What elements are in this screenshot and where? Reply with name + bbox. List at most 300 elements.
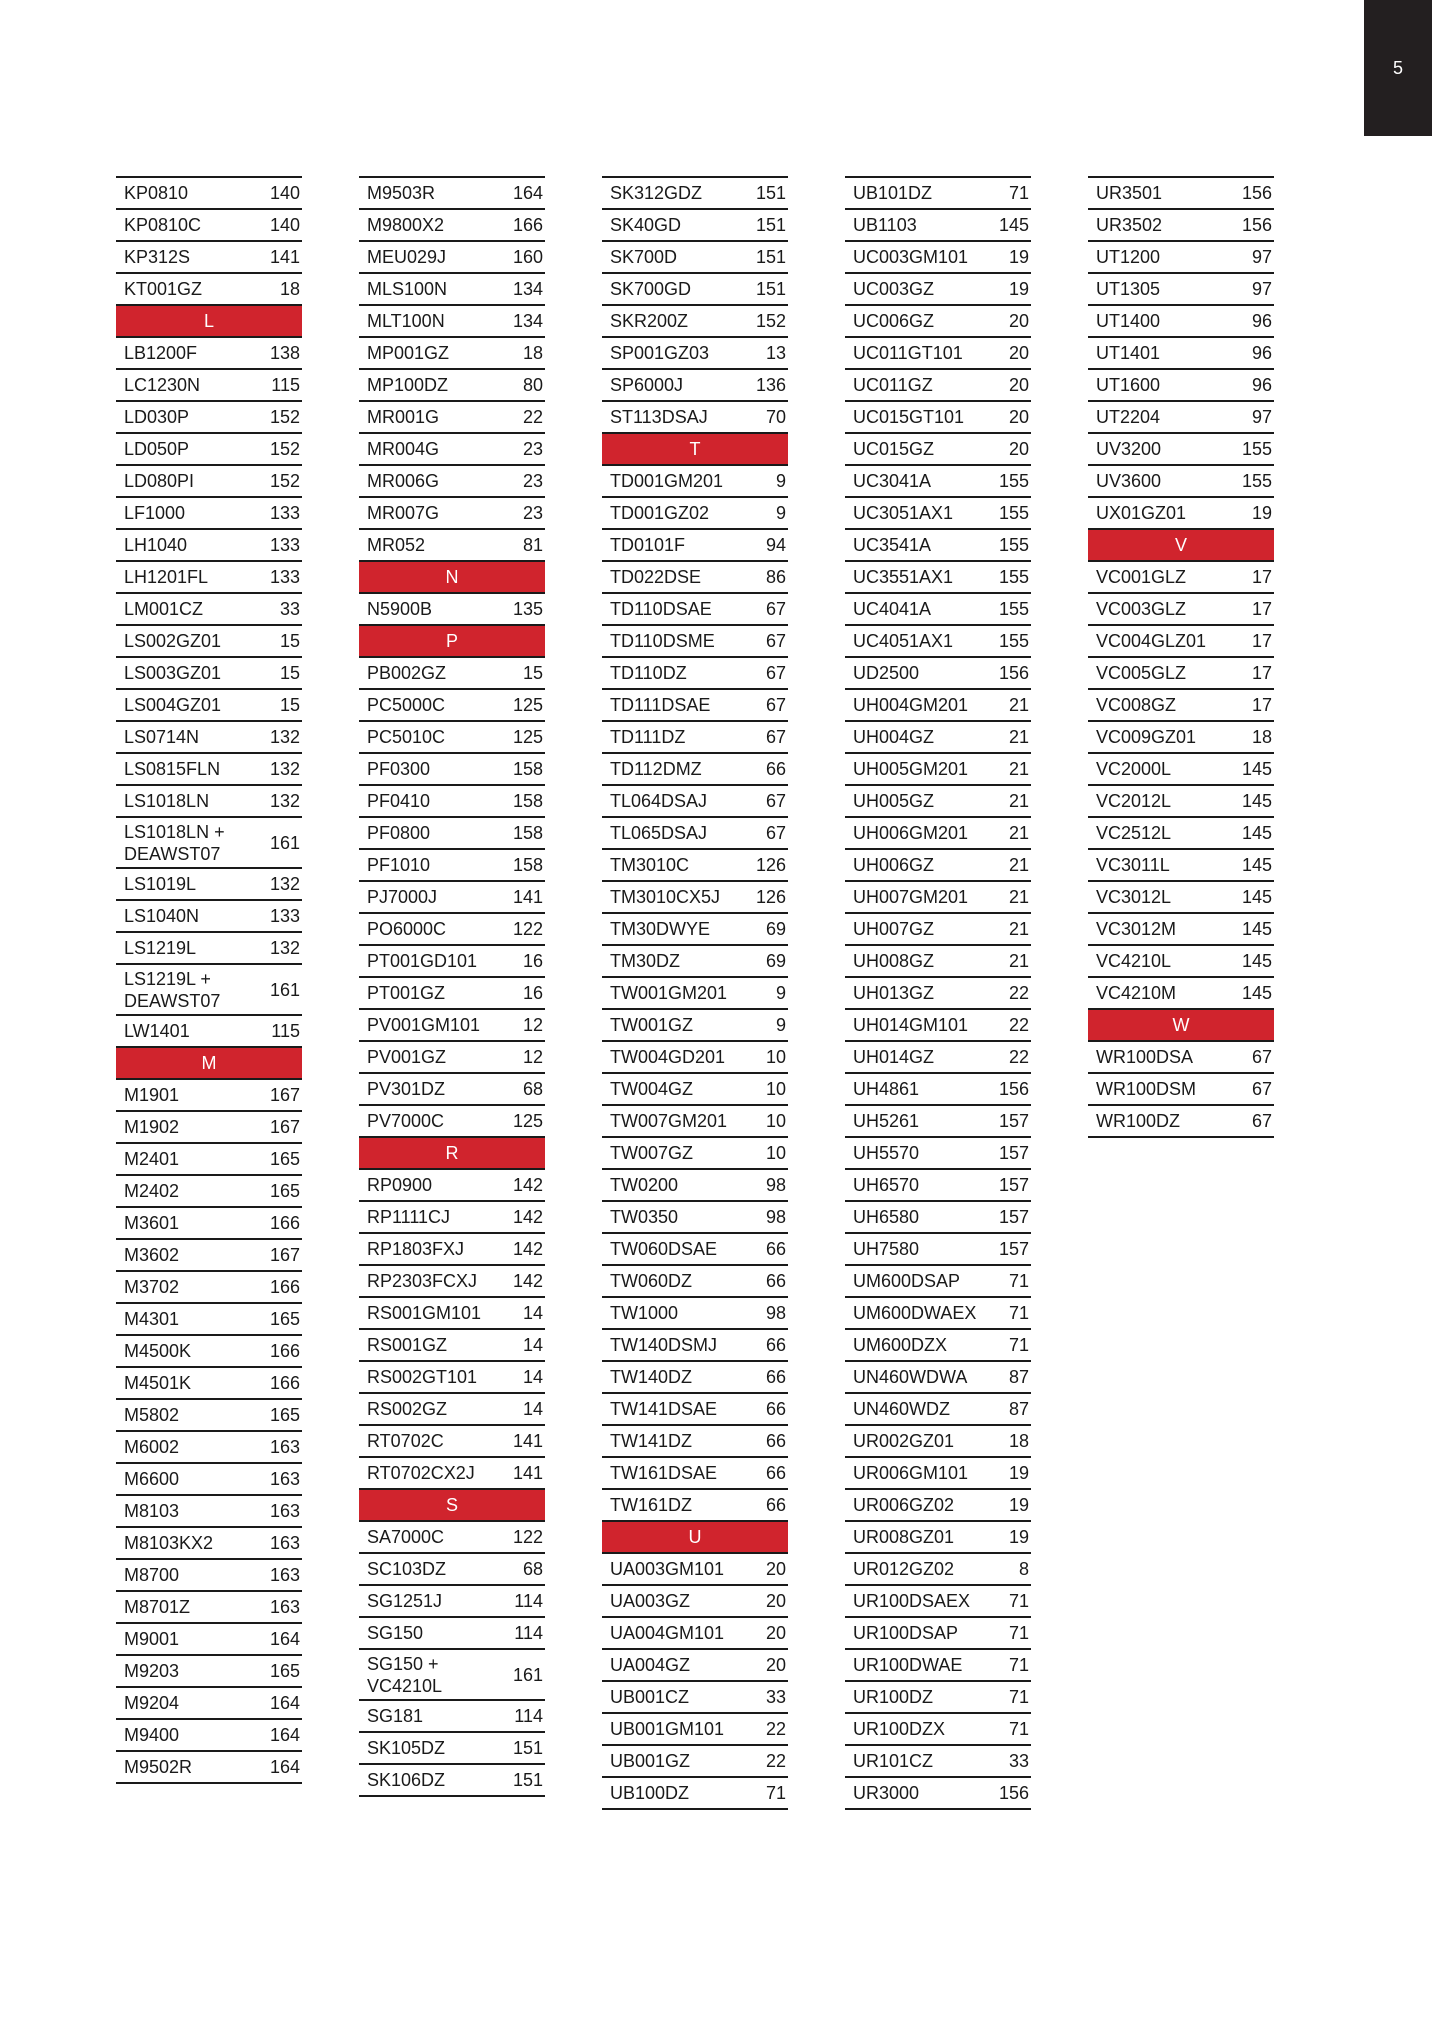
index-row — [845, 1714, 1031, 1746]
page-reference: 97 — [1251, 278, 1272, 299]
index-row — [602, 530, 788, 562]
product-code: RP2303FCXJ — [367, 1270, 478, 1291]
index-row — [845, 498, 1031, 530]
section-letter-header: W — [1088, 1010, 1274, 1042]
product-code: PV301DZ — [367, 1078, 446, 1099]
product-code: UH006GM201 — [853, 822, 969, 843]
product-code: TD111DZ — [610, 726, 686, 747]
index-row — [359, 1554, 545, 1586]
page-reference: 19 — [1008, 1494, 1029, 1515]
index-row — [1088, 594, 1274, 626]
product-code: LS0714N — [124, 726, 200, 747]
index-row — [845, 1554, 1031, 1586]
index-row — [602, 594, 788, 626]
product-code: TD112DMZ — [610, 758, 702, 779]
page-reference: 161 — [269, 832, 300, 853]
index-row — [116, 402, 302, 434]
product-code: TW140DZ — [610, 1366, 693, 1387]
page-reference: 20 — [1008, 342, 1029, 363]
page-reference: 94 — [765, 534, 786, 555]
page-reference: 158 — [512, 822, 543, 843]
index-row — [359, 402, 545, 434]
index-row — [845, 1202, 1031, 1234]
index-row — [359, 1426, 545, 1458]
index-row — [116, 466, 302, 498]
index-row — [845, 562, 1031, 594]
product-code: TM3010C — [610, 854, 690, 875]
page-reference: 20 — [765, 1558, 786, 1579]
page-reference: 71 — [1008, 1334, 1029, 1355]
page-reference: 151 — [755, 278, 786, 299]
index-row — [116, 1208, 302, 1240]
page-reference: 155 — [1241, 438, 1272, 459]
product-code: SA7000C — [367, 1526, 445, 1547]
product-code: WR100DSA — [1096, 1046, 1194, 1067]
index-row — [845, 1170, 1031, 1202]
index-row — [602, 242, 788, 274]
page-reference: 67 — [1251, 1046, 1272, 1067]
index-row — [359, 242, 545, 274]
page-reference: 18 — [1008, 1430, 1029, 1451]
product-code: PV001GM101 — [367, 1014, 481, 1035]
page-reference: 155 — [998, 470, 1029, 491]
page-reference: 166 — [269, 1340, 300, 1361]
product-code: UR100DWAE — [853, 1654, 963, 1675]
index-row — [602, 1330, 788, 1362]
product-code: M3602 — [124, 1244, 180, 1265]
index-row — [845, 1330, 1031, 1362]
index-row — [359, 274, 545, 306]
page-reference: 125 — [512, 1110, 543, 1131]
index-row — [602, 1042, 788, 1074]
page-reference: 132 — [269, 726, 300, 747]
product-code: VC005GLZ — [1096, 662, 1187, 683]
page-reference: 142 — [512, 1206, 543, 1227]
index-row — [602, 946, 788, 978]
product-code: KT001GZ — [124, 278, 203, 299]
page-reference: 69 — [765, 950, 786, 971]
index-row — [116, 1688, 302, 1720]
page-reference: 18 — [1251, 726, 1272, 747]
page-reference: 140 — [269, 182, 300, 203]
page-reference: 114 — [514, 1705, 543, 1726]
section-letter-header: S — [359, 1490, 545, 1522]
product-code: UA004GZ — [610, 1654, 691, 1675]
index-row — [116, 901, 302, 933]
page-reference: 22 — [765, 1718, 786, 1739]
index-row — [845, 370, 1031, 402]
index-row — [359, 1266, 545, 1298]
page-reference: 156 — [998, 662, 1029, 683]
product-code: TW0350 — [610, 1206, 679, 1227]
index-row — [359, 1010, 545, 1042]
product-code: MR001G — [367, 406, 440, 427]
product-code: UN460WDZ — [853, 1398, 951, 1419]
index-row — [602, 1394, 788, 1426]
page-reference: 145 — [1241, 822, 1272, 843]
index-row — [602, 1362, 788, 1394]
page-reference: 163 — [269, 1596, 300, 1617]
index-row — [116, 1144, 302, 1176]
product-code: TD001GM201 — [610, 470, 724, 491]
index-row — [845, 338, 1031, 370]
product-code: VC004GLZ01 — [1096, 630, 1207, 651]
product-code: M9800X2 — [367, 214, 445, 235]
page-reference: 17 — [1251, 630, 1272, 651]
page-reference: 132 — [269, 790, 300, 811]
index-row — [602, 1234, 788, 1266]
index-row — [845, 1650, 1031, 1682]
page-reference: 164 — [269, 1628, 300, 1649]
product-code: LS002GZ01 — [124, 630, 222, 651]
page-reference: 156 — [1241, 214, 1272, 235]
product-code: TW001GZ — [610, 1014, 694, 1035]
page-reference: 142 — [512, 1238, 543, 1259]
page-reference: 14 — [522, 1366, 543, 1387]
index-row — [1088, 274, 1274, 306]
page-reference: 155 — [998, 598, 1029, 619]
page-reference: 69 — [765, 918, 786, 939]
index-row — [602, 1426, 788, 1458]
product-code: UH005GM201 — [853, 758, 969, 779]
page-reference: 152 — [269, 406, 300, 427]
index-row — [116, 818, 302, 869]
index-row — [845, 690, 1031, 722]
index-row — [359, 1170, 545, 1202]
index-row — [1088, 498, 1274, 530]
product-code: LB1200F — [124, 342, 198, 363]
product-code: RS002GT101 — [367, 1366, 478, 1387]
page-reference: 68 — [522, 1558, 543, 1579]
page-reference: 157 — [998, 1110, 1029, 1131]
page-reference: 66 — [765, 1270, 786, 1291]
product-code: MR007G — [367, 502, 440, 523]
page-reference: 10 — [765, 1142, 786, 1163]
index-row — [845, 306, 1031, 338]
product-code: VC3011L — [1096, 854, 1170, 875]
index-row — [602, 1010, 788, 1042]
index-row — [845, 1746, 1031, 1778]
product-code: UM600DSAP — [853, 1270, 961, 1291]
product-code: PT001GZ — [367, 982, 446, 1003]
product-code: PF0300 — [367, 758, 431, 779]
page-reference: 157 — [998, 1206, 1029, 1227]
index-row — [116, 1720, 302, 1752]
page-reference: 164 — [269, 1756, 300, 1777]
product-code: UH004GM201 — [853, 694, 969, 715]
product-code: TW004GZ — [610, 1078, 694, 1099]
page-reference: 22 — [1008, 1014, 1029, 1035]
product-code: UC3551AX1 — [853, 566, 954, 587]
page-reference: 97 — [1251, 246, 1272, 267]
product-code: LS0815FLN — [124, 758, 221, 779]
index-row — [1088, 210, 1274, 242]
index-row — [602, 338, 788, 370]
product-code: TD110DSAE — [610, 598, 712, 619]
page-reference: 115 — [271, 1020, 300, 1041]
index-row — [602, 274, 788, 306]
section-letter-header: P — [359, 626, 545, 658]
page-reference: 156 — [998, 1078, 1029, 1099]
page-reference: 161 — [269, 979, 300, 1000]
page-reference: 19 — [1251, 502, 1272, 523]
product-code: TD001GZ02 — [610, 502, 710, 523]
product-code: SP6000J — [610, 374, 684, 395]
index-row — [845, 1042, 1031, 1074]
page-reference: 165 — [269, 1148, 300, 1169]
index-row — [602, 1138, 788, 1170]
index-row — [116, 1528, 302, 1560]
product-code: MLS100N — [367, 278, 448, 299]
index-row — [359, 1650, 545, 1701]
page-reference: 136 — [755, 374, 786, 395]
section-letter-header: L — [116, 306, 302, 338]
page-reference: 10 — [765, 1046, 786, 1067]
product-code: TW004GD201 — [610, 1046, 726, 1067]
index-row — [1088, 338, 1274, 370]
page-reference: 145 — [1241, 918, 1272, 939]
product-code: SP001GZ03 — [610, 342, 710, 363]
page-reference: 71 — [1008, 1590, 1029, 1611]
product-code: UM600DZX — [853, 1334, 948, 1355]
product-code: TW140DSMJ — [610, 1334, 718, 1355]
index-row — [845, 1618, 1031, 1650]
index-row — [116, 690, 302, 722]
page-reference: 114 — [514, 1590, 543, 1611]
page-reference: 16 — [522, 982, 543, 1003]
page-reference: 133 — [269, 502, 300, 523]
index-row — [845, 1490, 1031, 1522]
product-code: UH007GM201 — [853, 886, 969, 907]
product-code: UT1401 — [1096, 342, 1161, 363]
page-reference: 71 — [1008, 1686, 1029, 1707]
page-reference: 122 — [512, 1526, 543, 1547]
page-reference: 164 — [269, 1692, 300, 1713]
index-row — [359, 466, 545, 498]
product-code: UC006GZ — [853, 310, 935, 331]
index-row — [602, 1074, 788, 1106]
page-reference: 66 — [765, 1398, 786, 1419]
product-code: VC3012L — [1096, 886, 1172, 907]
page-reference: 157 — [998, 1238, 1029, 1259]
index-row — [1088, 658, 1274, 690]
product-code: UA003GM101 — [610, 1558, 725, 1579]
index-row — [1088, 1042, 1274, 1074]
index-row — [845, 1010, 1031, 1042]
page-reference: 15 — [522, 662, 543, 683]
page-reference: 166 — [269, 1212, 300, 1233]
index-row — [602, 466, 788, 498]
product-code: SK106DZ — [367, 1769, 446, 1790]
index-row — [1088, 1074, 1274, 1106]
index-row — [845, 1394, 1031, 1426]
page-reference: 33 — [279, 598, 300, 619]
page-reference: 126 — [755, 854, 786, 875]
page-reference: 155 — [998, 630, 1029, 651]
page-reference: 17 — [1251, 662, 1272, 683]
page-reference: 66 — [765, 1494, 786, 1515]
product-code: M4301 — [124, 1308, 180, 1329]
page-reference: 166 — [512, 214, 543, 235]
index-row — [845, 178, 1031, 210]
product-code: PJ7000J — [367, 886, 438, 907]
product-code: SK312GDZ — [610, 182, 703, 203]
product-code: UC4041A — [853, 598, 932, 619]
page-reference: 98 — [765, 1206, 786, 1227]
product-code: KP0810 — [124, 182, 189, 203]
index-row — [116, 562, 302, 594]
product-code: RT0702C — [367, 1430, 444, 1451]
product-code: TD110DZ — [610, 662, 687, 683]
product-code: LC1230N — [124, 374, 201, 395]
product-code: MP100DZ — [367, 374, 449, 395]
page-reference: 166 — [269, 1276, 300, 1297]
index-row — [116, 754, 302, 786]
page-reference: 133 — [269, 566, 300, 587]
product-code: MP001GZ — [367, 342, 450, 363]
page-reference: 21 — [1008, 726, 1029, 747]
product-code: MR004G — [367, 438, 440, 459]
index-row — [116, 1336, 302, 1368]
index-row — [116, 1176, 302, 1208]
page-reference: 145 — [1241, 950, 1272, 971]
page-reference: 21 — [1008, 950, 1029, 971]
product-code: UR100DSAP — [853, 1622, 959, 1643]
page-reference: 20 — [1008, 310, 1029, 331]
index-row — [116, 1496, 302, 1528]
page-reference: 22 — [1008, 982, 1029, 1003]
index-row — [116, 274, 302, 306]
index-row — [116, 1656, 302, 1688]
product-code: UV3600 — [1096, 470, 1162, 491]
index-row — [1088, 882, 1274, 914]
product-code: M8103 — [124, 1500, 180, 1521]
product-code: UN460WDWA — [853, 1366, 968, 1387]
index-row — [116, 626, 302, 658]
product-code: SG150 + VC4210L — [367, 1653, 443, 1696]
page-reference: 71 — [1008, 1654, 1029, 1675]
page-reference: 71 — [1008, 1302, 1029, 1323]
product-code: UH7580 — [853, 1238, 920, 1259]
index-row — [845, 818, 1031, 850]
page-reference: 132 — [269, 873, 300, 894]
page-reference: 151 — [755, 182, 786, 203]
page-reference: 151 — [755, 214, 786, 235]
product-code: LS004GZ01 — [124, 694, 222, 715]
page-reference: 71 — [1008, 182, 1029, 203]
index-row — [845, 1106, 1031, 1138]
section-letter-header: M — [116, 1048, 302, 1080]
product-code: RS001GM101 — [367, 1302, 482, 1323]
index-row — [602, 1202, 788, 1234]
index-row — [359, 1074, 545, 1106]
product-code: VC2512L — [1096, 822, 1172, 843]
product-code: SK40GD — [610, 214, 682, 235]
index-row — [116, 1272, 302, 1304]
section-letter-header: R — [359, 1138, 545, 1170]
index-row — [359, 178, 545, 210]
index-row — [1088, 754, 1274, 786]
section-letter-header: T — [602, 434, 788, 466]
index-row — [602, 306, 788, 338]
index-row — [1088, 370, 1274, 402]
index-row — [1088, 178, 1274, 210]
index-row — [845, 1682, 1031, 1714]
section-letter-header: U — [602, 1522, 788, 1554]
product-code: UC011GZ — [853, 374, 933, 395]
product-code: UH004GZ — [853, 726, 935, 747]
page-reference: 155 — [998, 534, 1029, 555]
product-code: MR052 — [367, 534, 426, 555]
page-reference: 161 — [512, 1664, 543, 1685]
page-reference: 71 — [1008, 1270, 1029, 1291]
product-code: MEU029J — [367, 246, 447, 267]
index-row — [359, 882, 545, 914]
product-code: UB001CZ — [610, 1686, 690, 1707]
index-row — [1088, 722, 1274, 754]
page-reference: 66 — [765, 1430, 786, 1451]
page-reference: 133 — [269, 905, 300, 926]
page-reference: 96 — [1251, 342, 1272, 363]
product-code: M5802 — [124, 1404, 180, 1425]
product-code: LH1201FL — [124, 566, 209, 587]
index-row — [359, 1458, 545, 1490]
index-row — [359, 1042, 545, 1074]
index-row — [359, 850, 545, 882]
product-code: TD0101F — [610, 534, 686, 555]
index-row — [845, 786, 1031, 818]
page-reference: 17 — [1251, 694, 1272, 715]
page-reference: 134 — [512, 310, 543, 331]
index-row — [1088, 786, 1274, 818]
index-row — [845, 946, 1031, 978]
product-code: LD050P — [124, 438, 190, 459]
page-reference: 151 — [512, 1737, 543, 1758]
index-row — [845, 850, 1031, 882]
page-reference: 66 — [765, 1462, 786, 1483]
product-code: KP0810C — [124, 214, 202, 235]
product-code: RP1803FXJ — [367, 1238, 465, 1259]
page-reference: 145 — [1241, 758, 1272, 779]
index-row — [602, 1778, 788, 1810]
index-row — [845, 1426, 1031, 1458]
product-code: WR100DZ — [1096, 1110, 1181, 1131]
index-row — [602, 1266, 788, 1298]
product-code: MR006G — [367, 470, 440, 491]
product-code: LD030P — [124, 406, 190, 427]
index-row — [845, 1778, 1031, 1810]
page-reference: 17 — [1251, 598, 1272, 619]
page-reference: 67 — [765, 598, 786, 619]
index-column — [1088, 176, 1274, 1810]
page-reference: 19 — [1008, 1462, 1029, 1483]
product-code: SG150 — [367, 1622, 424, 1643]
product-code: TW001GM201 — [610, 982, 728, 1003]
index-row — [116, 1080, 302, 1112]
product-code: UH008GZ — [853, 950, 935, 971]
product-code: TD110DSME — [610, 630, 715, 651]
product-code: LS1019L — [124, 873, 197, 894]
index-row — [1088, 562, 1274, 594]
page-reference: 98 — [765, 1174, 786, 1195]
product-code: LS1018LN — [124, 790, 210, 811]
page-reference: 126 — [755, 886, 786, 907]
index-row — [359, 658, 545, 690]
product-code: VC2000L — [1096, 758, 1172, 779]
index-row — [359, 1586, 545, 1618]
product-code: SG1251J — [367, 1590, 443, 1611]
product-code: WR100DSM — [1096, 1078, 1197, 1099]
